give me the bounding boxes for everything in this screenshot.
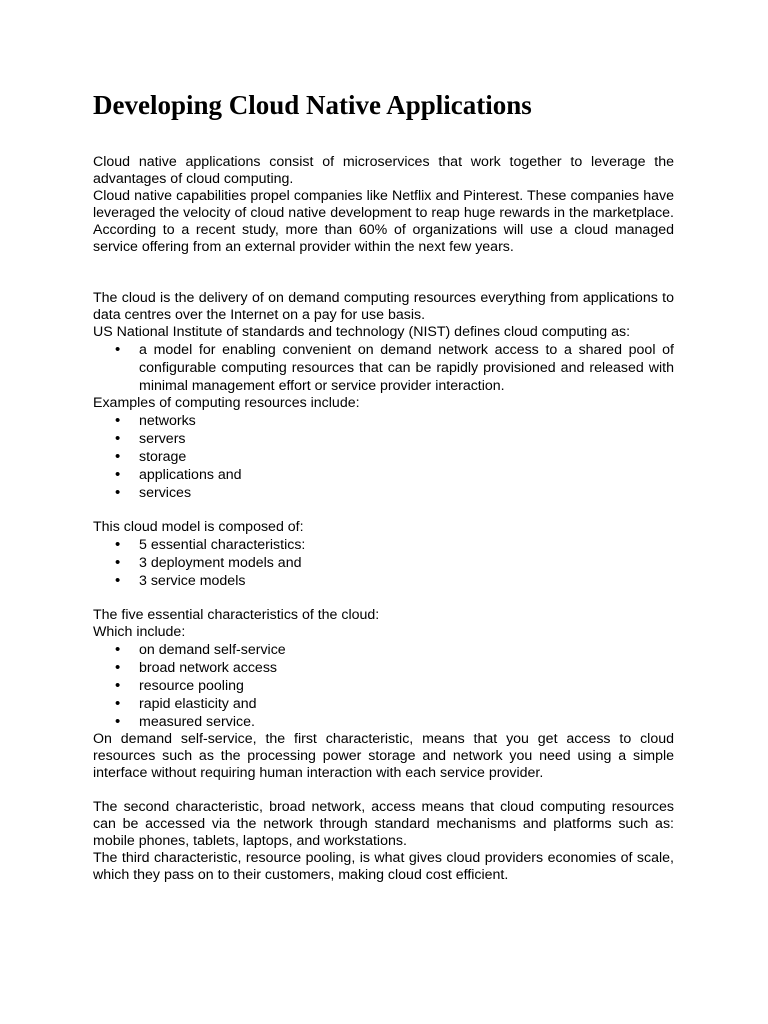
broad-network-paragraph: The second characteristic, broad network, access means that cloud computing resources can be accessed via the network through standard mechanisms and platforms such as: mobile phones, tablets, laptops, and workstations. xyxy=(93,799,674,849)
which-include-label: Which include: xyxy=(93,624,186,640)
list-item: • resource pooling xyxy=(139,677,674,695)
model-intro: This cloud model is composed of: xyxy=(93,519,304,535)
resources-list xyxy=(93,412,674,502)
intro-paragraph-2: Cloud native capabilities propel companies like Netflix and Pinterest. These companies have leveraged the velocity of cloud native development to reap huge rewards in the marketplace. According to a recent study, more than 60% of organizations will use a cloud managed service offering from an external provider within the next few years. xyxy=(93,188,674,255)
resource-pooling-paragraph: The third characteristic, resource pooling, is what gives cloud providers economies of scale, which they pass on to their customers, making cloud cost efficient. xyxy=(93,850,674,883)
model-list xyxy=(93,536,674,590)
list-item: • servers xyxy=(139,430,674,448)
list-item: • 3 deployment models and xyxy=(139,554,674,572)
list-item: • services xyxy=(139,484,674,502)
list-item: • applications and xyxy=(139,466,674,484)
characteristics-list xyxy=(93,641,674,731)
cloud-definition-paragraph: The cloud is the delivery of on demand computing resources everything from applications to data centres over the Internet on a pay for use basis. xyxy=(93,290,674,323)
list-item: • on demand self-service xyxy=(139,641,674,659)
spacer xyxy=(93,256,674,290)
list-item: • 3 service models xyxy=(139,572,674,590)
list-item: • broad network access xyxy=(139,659,674,677)
spacer xyxy=(93,782,674,799)
five-characteristics-intro: The five essential characteristics of the cloud: xyxy=(93,607,380,623)
nist-paragraph: US National Institute of standards and technology (NIST) defines cloud computing as: xyxy=(93,324,631,340)
nist-definition-list xyxy=(93,341,674,395)
list-item: • rapid elasticity and xyxy=(139,695,674,713)
intro-paragraph-1: Cloud native applications consist of microservices that work together to leverage the advantages of cloud computing. xyxy=(93,154,674,187)
spacer xyxy=(93,502,674,519)
spacer xyxy=(93,590,674,607)
list-item: • measured service. xyxy=(139,713,674,731)
document-body xyxy=(93,86,674,884)
self-service-paragraph: On demand self-service, the first characteristic, means that you get access to cloud resources such as the processing power storage and network you need using a simple interface without requiring human interaction with each service provider. xyxy=(93,731,674,781)
document-title: Developing Cloud Native Applications xyxy=(93,90,532,120)
list-item: • storage xyxy=(139,448,674,466)
list-item: • 5 essential characteristics: xyxy=(139,536,674,554)
list-item: • networks xyxy=(139,412,674,430)
resources-intro: Examples of computing resources include: xyxy=(93,395,360,411)
list-item: • a model for enabling convenient on demand network access to a shared pool of configurable computing resources that can be rapidly provisioned and released with minimal management effort or service provider interaction. xyxy=(139,341,674,395)
